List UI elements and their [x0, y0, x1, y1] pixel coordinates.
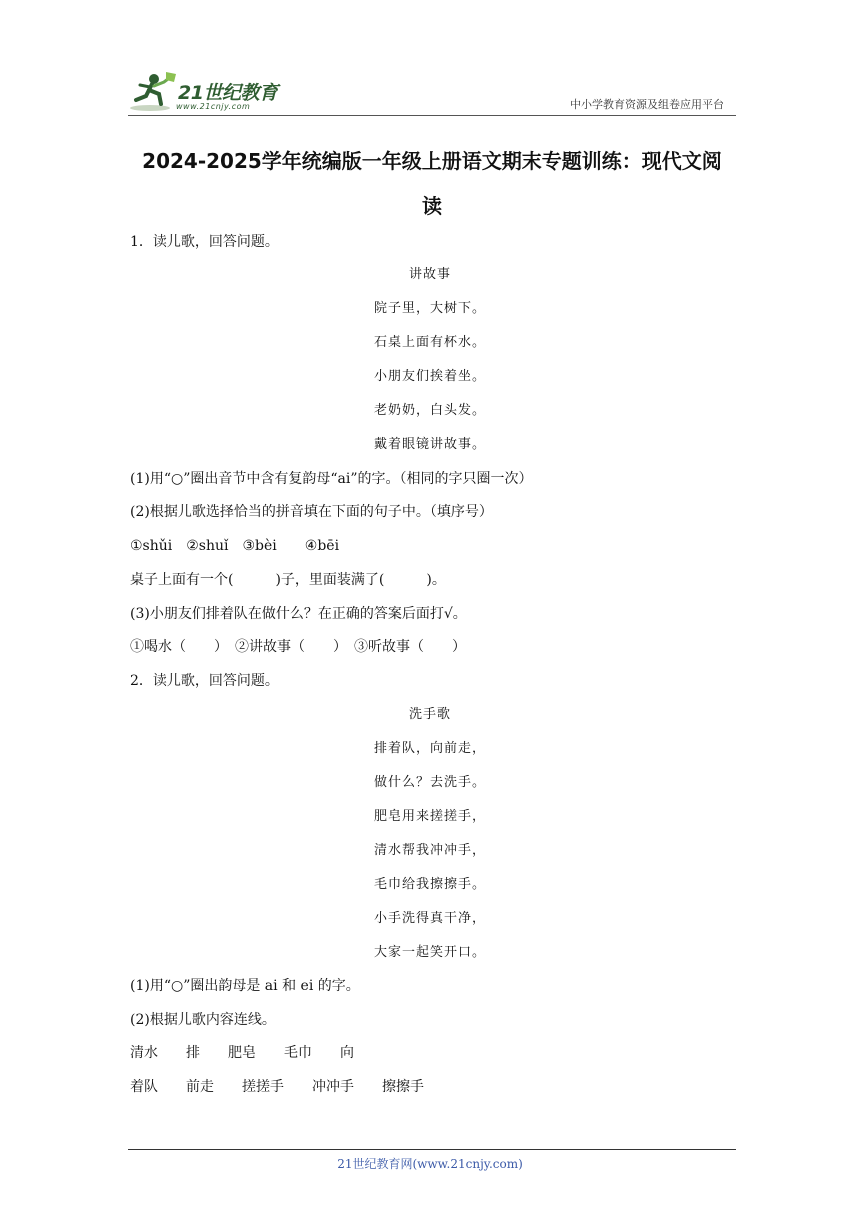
- q1-poem-line: 院子里，大树下。: [373, 301, 486, 316]
- logo-url: www.21cnjy.com: [176, 102, 251, 111]
- q2-match-row-2: 着队 前走 搓搓手 冲冲手 擦擦手: [130, 1079, 424, 1095]
- q1-sub3: (3)小朋友们排着队在做什么？在正确的答案后面打√。: [130, 606, 467, 622]
- q1-sub2: (2)根据儿歌选择恰当的拼音填在下面的句子中。（填序号）: [130, 504, 493, 520]
- document-title-line2: 读: [422, 194, 442, 218]
- q1-poem-line: 小朋友们挨着坐。: [373, 369, 486, 384]
- footer-divider: [128, 1149, 736, 1150]
- platform-tagline: 中小学教育资源及组卷应用平台: [570, 98, 724, 111]
- q1-answer-choices: ①喝水（ ） ②讲故事（ ） ③听故事（ ）: [130, 639, 466, 655]
- q2-sub2: (2)根据儿歌内容连线。: [130, 1012, 276, 1028]
- footer-text: 21世纪教育网(www.21cnjy.com): [337, 1157, 523, 1171]
- site-logo: [128, 70, 288, 114]
- header-divider: [128, 115, 736, 116]
- running-figure-icon: [128, 70, 178, 114]
- q2-poem-line: 排着队，向前走，: [373, 741, 486, 756]
- q1-poem-line: 戴着眼镜讲故事。: [373, 437, 486, 452]
- q2-poem-line: 做什么？去洗手。: [373, 775, 486, 790]
- q2-match-row-1: 清水 排 肥皂 毛巾 向: [130, 1045, 354, 1061]
- q1-heading: 1．读儿歌，回答问题。: [130, 234, 279, 250]
- q2-poem-line: 大家一起笑开口。: [373, 945, 486, 960]
- q2-poem-title: 洗手歌: [408, 707, 451, 722]
- q2-heading: 2．读儿歌，回答问题。: [130, 673, 279, 689]
- q1-pinyin-options: ①shǔi ②shuǐ ③bèi ④bēi: [130, 538, 340, 554]
- q1-sub1: (1)用“○”圈出音节中含有复韵母“ai”的字。（相同的字只圈一次）: [130, 471, 533, 487]
- q2-poem-line: 清水帮我冲冲手，: [373, 843, 486, 858]
- logo-text: 21世纪教育: [178, 82, 278, 104]
- page-header: [128, 66, 736, 118]
- q2-poem-line: 毛巾给我擦擦手。: [373, 877, 486, 892]
- q2-poem-line: 小手洗得真干净，: [373, 911, 486, 926]
- document-title-line1: 2024-2025学年统编版一年级上册语文期末专题训练：现代文阅: [142, 149, 722, 173]
- q2-poem-line: 肥皂用来搓搓手，: [373, 809, 486, 824]
- q1-poem-line: 石桌上面有杯水。: [373, 335, 486, 350]
- q2-sub1: (1)用“○”圈出韵母是 ai 和 ei 的字。: [130, 978, 360, 994]
- q1-poem-line: 老奶奶，白头发。: [373, 403, 486, 418]
- q1-poem-title: 讲故事: [408, 267, 451, 282]
- q1-fill-sentence: 桌子上面有一个( )子，里面装满了( )。: [130, 572, 446, 588]
